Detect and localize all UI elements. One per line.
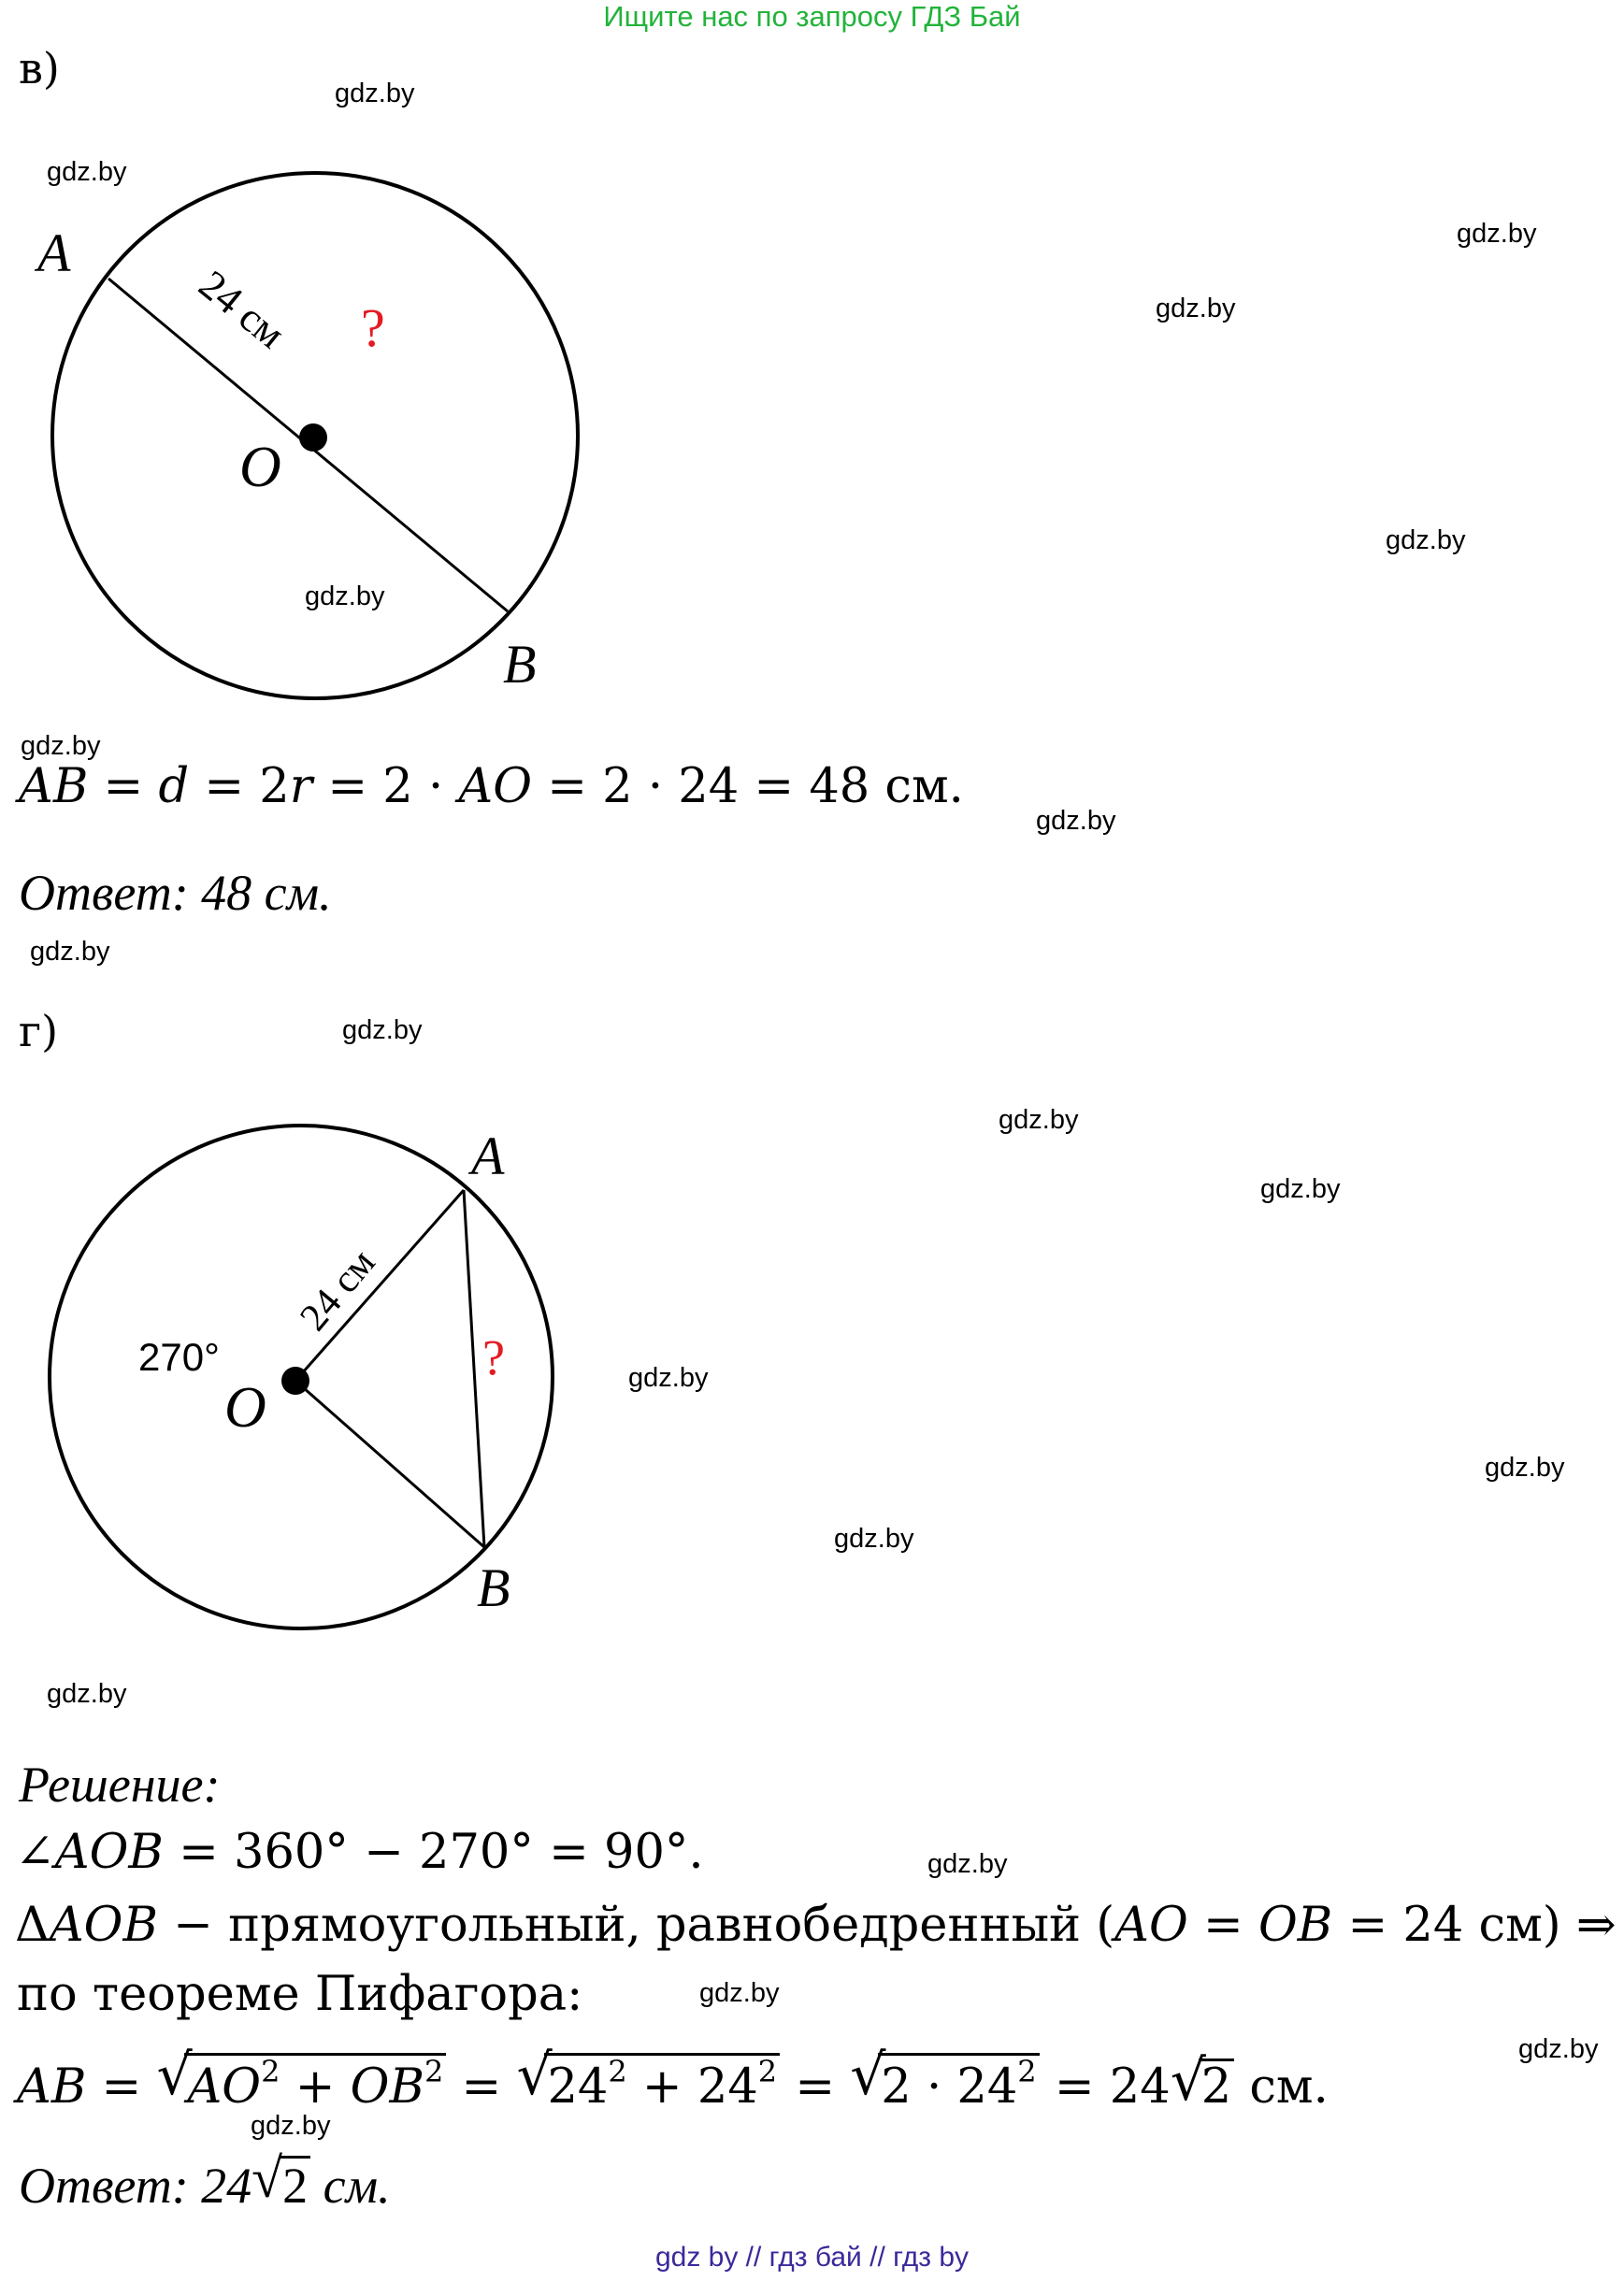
part-g-answer: Ответ: 24 √ 2 см. xyxy=(19,2147,391,2214)
watermark: gdz.by xyxy=(1518,2034,1599,2064)
unknown-mark: ? xyxy=(361,297,385,358)
watermark: gdz.by xyxy=(47,1679,127,1709)
watermark: gdz.by xyxy=(1386,525,1466,555)
point-a-label: A xyxy=(37,222,71,283)
footer-links[interactable]: gdz by // гдз бай // гдз by xyxy=(654,2242,970,2273)
solution-line-2: ΔAOB − прямоугольный, равнобедренный (AO = OB = 24 см) ⇒ xyxy=(15,1898,1617,1953)
part-g-label: г) xyxy=(19,1006,59,1056)
radius-label: 24 см xyxy=(292,1241,384,1340)
watermark: gdz.by xyxy=(927,1849,1008,1879)
point-b-label: B xyxy=(503,634,537,695)
watermark: gdz.by xyxy=(1457,219,1537,249)
solution-title: Решение: xyxy=(19,1757,221,1813)
part-v-formula: AB = d = 2r = 2 · AO = 2 · 24 = 48 см. xyxy=(19,759,964,814)
solution-line-1: ∠AOB = 360° − 270° = 90°. xyxy=(15,1825,704,1880)
point-a-label: A xyxy=(471,1126,505,1186)
part-g-diagram xyxy=(0,1103,598,1645)
angle-label: 270° xyxy=(138,1335,220,1379)
watermark: gdz.by xyxy=(305,581,385,611)
radius-ob xyxy=(295,1381,484,1547)
watermark: gdz.by xyxy=(342,1015,423,1045)
radius-label: 24 см xyxy=(190,261,295,358)
watermark: gdz.by xyxy=(21,731,101,761)
center-point xyxy=(281,1367,309,1395)
point-b-label: B xyxy=(477,1557,510,1618)
solution-line-3: по теореме Пифагора: xyxy=(17,1967,583,2022)
chord-ab xyxy=(464,1190,484,1547)
search-hint-header[interactable]: Ищите нас по запросу ГДЗ Бай xyxy=(603,0,1021,33)
watermark: gdz.by xyxy=(999,1105,1079,1135)
unknown-mark: ? xyxy=(482,1329,505,1385)
watermark: gdz.by xyxy=(834,1524,914,1554)
center-point xyxy=(299,423,327,452)
watermark: gdz.by xyxy=(1485,1453,1565,1483)
watermark: gdz.by xyxy=(30,937,110,967)
watermark: gdz.by xyxy=(335,79,415,108)
point-o-label: O xyxy=(224,1376,266,1440)
solution-line-4: AB = √ $AO^2 + OB^2$ = √ $24^2 + 24^2$ = √ $2 \cdot 24^2 = 24$ √ 2 см. xyxy=(17,2043,1329,2115)
point-o-label: O xyxy=(239,436,281,499)
watermark: gdz.by xyxy=(1036,806,1116,836)
part-v-diagram xyxy=(0,122,636,720)
watermark: gdz.by xyxy=(699,1978,780,2008)
watermark: gdz.by xyxy=(1260,1174,1341,1204)
watermark: gdz.by xyxy=(251,2111,331,2141)
watermark: gdz.by xyxy=(628,1363,709,1393)
watermark: gdz.by xyxy=(1156,294,1236,323)
part-v-label: в) xyxy=(19,43,60,93)
part-v-answer: Ответ: 48 см. xyxy=(19,865,332,921)
watermark: gdz.by xyxy=(47,157,127,187)
